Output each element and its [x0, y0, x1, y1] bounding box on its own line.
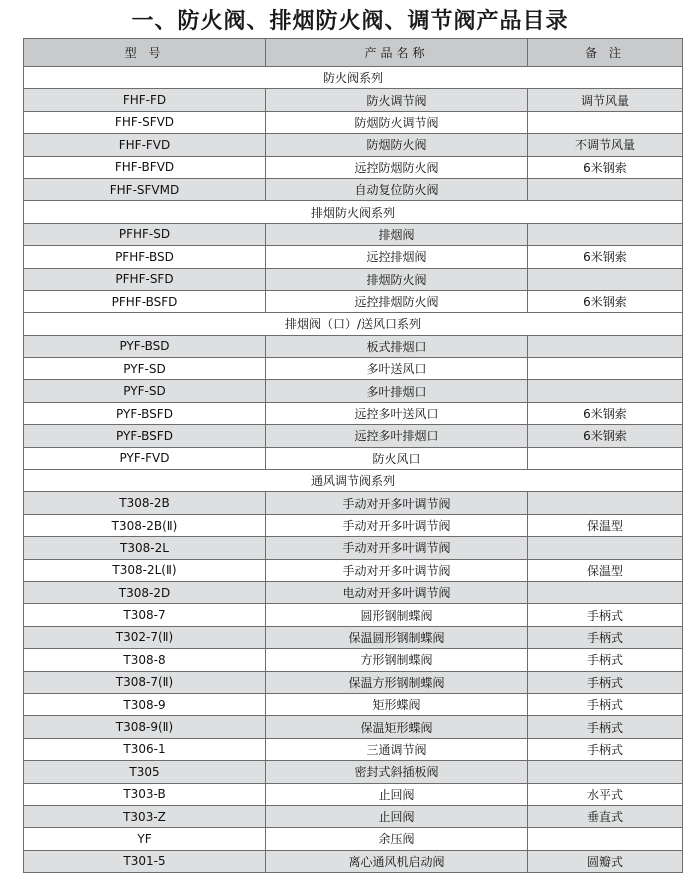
table-row: [24, 223, 683, 245]
cell-model: PFHF-BSFD: [24, 290, 266, 312]
table-row: [24, 671, 683, 693]
cell-product-name: 排烟防火阀: [266, 268, 528, 290]
cell-note: 手柄式: [528, 693, 683, 715]
cell-note: [528, 828, 683, 850]
table-row: [24, 514, 683, 536]
cell-note: 垂直式: [528, 805, 683, 827]
cell-note: [528, 358, 683, 380]
cell-model: T308-2B(Ⅱ): [24, 514, 266, 536]
table-row: [24, 537, 683, 559]
cell-product-name: 远控防烟防火阀: [266, 156, 528, 178]
cell-product-name: 防火调节阀: [266, 89, 528, 111]
cell-product-name: 手动对开多叶调节阀: [266, 559, 528, 581]
table-row: [24, 335, 683, 357]
cell-model: T308-2L(Ⅱ): [24, 559, 266, 581]
cell-product-name: 手动对开多叶调节阀: [266, 514, 528, 536]
cell-product-name: 多叶排烟口: [266, 380, 528, 402]
cell-model: T305: [24, 761, 266, 783]
table-row: [24, 447, 683, 469]
series-header-row: [24, 313, 683, 335]
cell-model: T308-9(Ⅱ): [24, 716, 266, 738]
cell-product-name: 止回阀: [266, 805, 528, 827]
table-row: [24, 246, 683, 268]
cell-note: [528, 761, 683, 783]
cell-product-name: 排烟阀: [266, 223, 528, 245]
cell-note: 6米钢索: [528, 290, 683, 312]
cell-note: [528, 537, 683, 559]
cell-model: PYF-SD: [24, 358, 266, 380]
cell-note: [528, 335, 683, 357]
cell-model: T302-7(Ⅱ): [24, 626, 266, 648]
cell-note: 手柄式: [528, 671, 683, 693]
cell-product-name: 防烟防火阀: [266, 134, 528, 156]
series-label: 排烟阀（口）/送风口系列: [24, 313, 683, 335]
table-row: [24, 402, 683, 424]
cell-product-name: 圆形钢制蝶阀: [266, 604, 528, 626]
cell-model: T308-2B: [24, 492, 266, 514]
cell-model: PFHF-SFD: [24, 268, 266, 290]
cell-product-name: 矩形蝶阀: [266, 693, 528, 715]
cell-note: 手柄式: [528, 626, 683, 648]
table-row: [24, 783, 683, 805]
cell-product-name: 多叶送风口: [266, 358, 528, 380]
product-catalog-table: [23, 38, 683, 873]
table-row: [24, 268, 683, 290]
cell-note: 手柄式: [528, 716, 683, 738]
cell-note: 6米钢索: [528, 425, 683, 447]
table-header-row: [24, 39, 683, 67]
cell-note: 手柄式: [528, 738, 683, 760]
cell-model: FHF-FD: [24, 89, 266, 111]
cell-model: T308-7(Ⅱ): [24, 671, 266, 693]
table-row: [24, 492, 683, 514]
series-label: 排烟防火阀系列: [24, 201, 683, 223]
table-row: [24, 425, 683, 447]
table-row: [24, 649, 683, 671]
cell-note: 手柄式: [528, 604, 683, 626]
cell-product-name: 电动对开多叶调节阀: [266, 581, 528, 603]
cell-model: T308-7: [24, 604, 266, 626]
table-row: [24, 380, 683, 402]
table-row: [24, 111, 683, 133]
series-header-row: [24, 470, 683, 492]
series-header-row: [24, 67, 683, 89]
cell-model: FHF-SFVD: [24, 111, 266, 133]
cell-note: [528, 223, 683, 245]
cell-note: 保温型: [528, 559, 683, 581]
cell-model: PYF-BSD: [24, 335, 266, 357]
cell-product-name: 防火风口: [266, 447, 528, 469]
cell-model: T308-2D: [24, 581, 266, 603]
cell-product-name: 保温圆形钢制蝶阀: [266, 626, 528, 648]
cell-note: [528, 447, 683, 469]
cell-note: [528, 492, 683, 514]
table-row: [24, 134, 683, 156]
cell-product-name: 远控多叶送风口: [266, 402, 528, 424]
cell-product-name: 保温方形钢制蝶阀: [266, 671, 528, 693]
table-row: [24, 738, 683, 760]
cell-model: PYF-BSFD: [24, 402, 266, 424]
series-header-row: [24, 201, 683, 223]
cell-product-name: 余压阀: [266, 828, 528, 850]
cell-product-name: 手动对开多叶调节阀: [266, 492, 528, 514]
cell-note: 水平式: [528, 783, 683, 805]
cell-product-name: 手动对开多叶调节阀: [266, 537, 528, 559]
header-model: 型 号: [24, 39, 266, 67]
cell-note: 不调节风量: [528, 134, 683, 156]
cell-note: 圆瓣式: [528, 850, 683, 872]
cell-product-name: 离心通风机启动阀: [266, 850, 528, 872]
table-row: [24, 761, 683, 783]
cell-note: [528, 178, 683, 200]
table-row: [24, 604, 683, 626]
table-row: [24, 290, 683, 312]
cell-product-name: 板式排烟口: [266, 335, 528, 357]
page-title: 一、防火阀、排烟防火阀、调节阀产品目录: [131, 9, 569, 34]
cell-note: 6米钢索: [528, 246, 683, 268]
cell-model: PYF-SD: [24, 380, 266, 402]
table-row: [24, 693, 683, 715]
series-label: 通风调节阀系列: [24, 470, 683, 492]
cell-product-name: 方形钢制蝶阀: [266, 649, 528, 671]
table-row: [24, 716, 683, 738]
cell-note: 手柄式: [528, 649, 683, 671]
cell-note: [528, 380, 683, 402]
table-row: [24, 89, 683, 111]
cell-model: PFHF-BSD: [24, 246, 266, 268]
cell-product-name: 远控多叶排烟口: [266, 425, 528, 447]
cell-product-name: 远控排烟阀: [266, 246, 528, 268]
table-row: [24, 559, 683, 581]
header-product-name: 产品名称: [266, 39, 528, 67]
cell-model: PYF-FVD: [24, 447, 266, 469]
cell-model: FHF-BFVD: [24, 156, 266, 178]
cell-note: 调节风量: [528, 89, 683, 111]
cell-model: T308-9: [24, 693, 266, 715]
table-row: [24, 178, 683, 200]
cell-product-name: 保温矩形蝶阀: [266, 716, 528, 738]
cell-model: PFHF-SD: [24, 223, 266, 245]
cell-note: [528, 268, 683, 290]
cell-model: FHF-FVD: [24, 134, 266, 156]
table-row: [24, 156, 683, 178]
cell-model: T306-1: [24, 738, 266, 760]
series-label: 防火阀系列: [24, 67, 683, 89]
cell-model: T308-8: [24, 649, 266, 671]
table-row: [24, 358, 683, 380]
cell-product-name: 三通调节阀: [266, 738, 528, 760]
cell-model: T301-5: [24, 850, 266, 872]
table-body: [24, 67, 683, 873]
cell-product-name: 密封式斜插板阀: [266, 761, 528, 783]
cell-note: [528, 581, 683, 603]
cell-product-name: 防烟防火调节阀: [266, 111, 528, 133]
table-row: [24, 805, 683, 827]
table-row: [24, 828, 683, 850]
cell-product-name: 止回阀: [266, 783, 528, 805]
table-row: [24, 626, 683, 648]
cell-model: T303-Z: [24, 805, 266, 827]
header-note: 备 注: [528, 39, 683, 67]
cell-note: 保温型: [528, 514, 683, 536]
cell-model: T303-B: [24, 783, 266, 805]
cell-product-name: 远控排烟防火阀: [266, 290, 528, 312]
cell-model: PYF-BSFD: [24, 425, 266, 447]
cell-model: YF: [24, 828, 266, 850]
cell-model: FHF-SFVMD: [24, 178, 266, 200]
table-row: [24, 850, 683, 872]
cell-note: 6米钢索: [528, 156, 683, 178]
cell-model: T308-2L: [24, 537, 266, 559]
cell-note: 6米钢索: [528, 402, 683, 424]
cell-note: [528, 111, 683, 133]
table-row: [24, 581, 683, 603]
cell-product-name: 自动复位防火阀: [266, 178, 528, 200]
